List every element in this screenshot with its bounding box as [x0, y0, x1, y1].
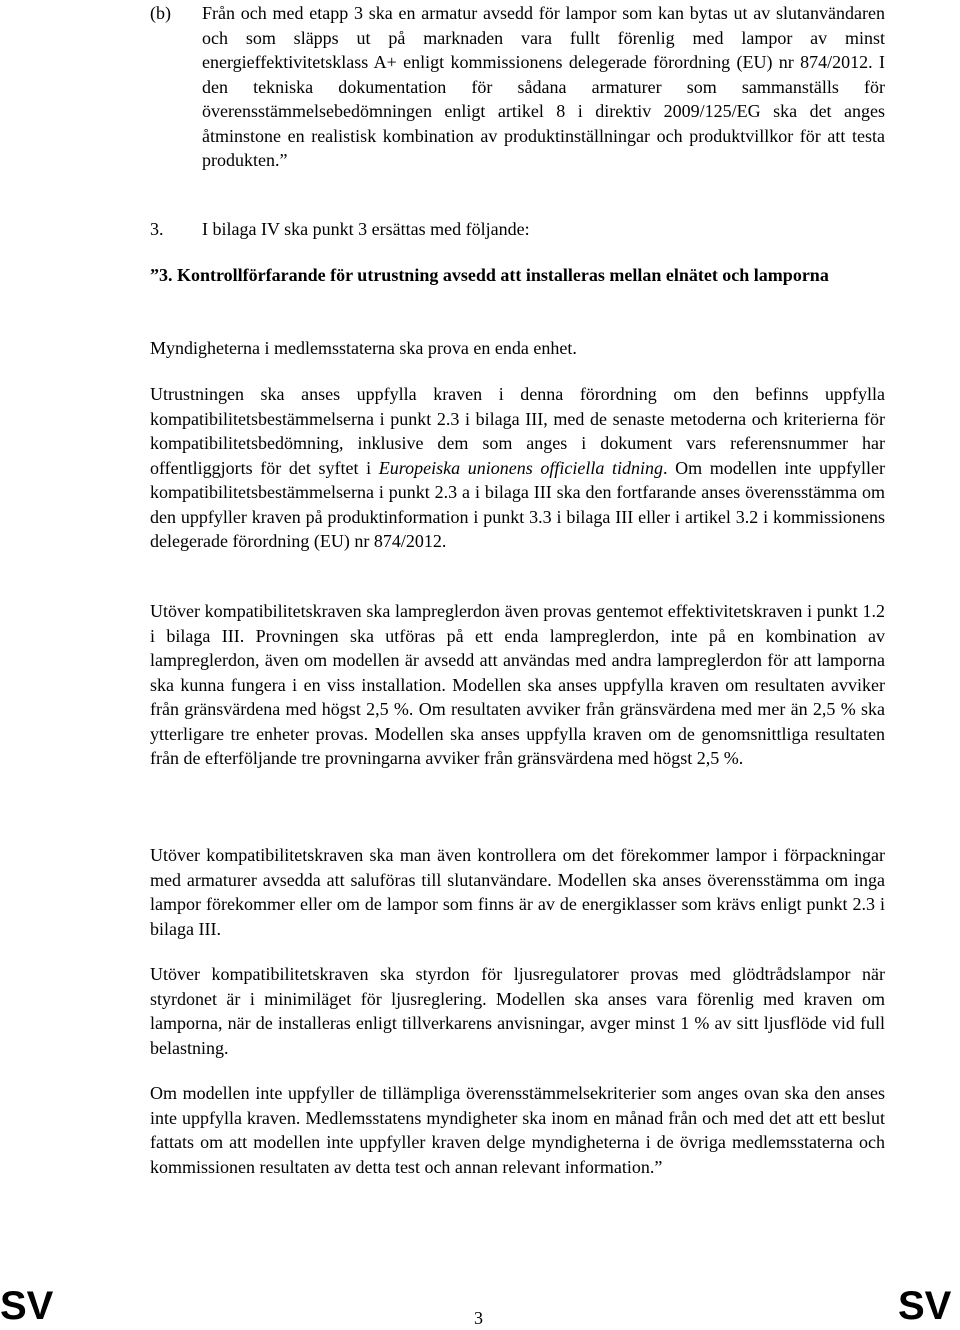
item-3-number: 3.	[150, 219, 164, 239]
paragraph-2	[150, 382, 885, 554]
item-b-paragraph: Från och med etapp 3 ska en armatur avsedd för lampor som kan bytas ut av slutanvändaren och som släpps ut på marknaden vara fullt förenlig med lampor av minst energieffektivitetsklass A+ enligt kommissionens delegerade förordning (EU) nr 874/2012. I den tekniska dokumentation för sådana armaturer som sammanställs för överensstämmelsebedömningen enligt artikel 8 i direktiv 2009/125/EG ska det anges åtminstone en realistisk kombination av produktinställningar och produktvillkor för att testa produkten.”	[202, 3, 885, 170]
paragraph-5: Utöver kompatibilitetskraven ska styrdon för ljusregulatorer provas med glödtrådslampor när styrdonet är i minimiläget för ljusreglering. Modellen ska anses vara förenlig med kraven om lamporna, när de installeras enligt tillverkarens anvisningar, avger minst 1 % av sitt ljusflöde vid full belastning.	[150, 964, 885, 1058]
paragraph-3: Utöver kompatibilitetskraven ska lampreglerdon även provas gentemot effektivitetskraven i punkt 1.2 i bilaga III. Provningen ska utföras på ett enda lampreglerdon, inte på en kombination av lampreglerdon, även om modellen är avsedd att användas med andra lampreglerdon för att lamporna ska kunna fungera i en viss installation. Modellen ska anses uppfylla kraven om resultaten avviker från gränsvärdena med högst 2,5 %. Om resultaten avviker från gränsvärdena med mer än 2,5 % ska ytterligare tre enheter provas. Modellen ska anses uppfylla kraven om de genomsnittliga resultaten från de efterföljande tre provningarna avviker från gränsvärdena med högst 2,5 %.	[150, 601, 885, 768]
oj-reference: Europeiska unionens officiella tidning	[378, 457, 663, 478]
paragraph-2-part-a: Utrustningen ska anses uppfylla kraven i denna förordning om den befinns uppfylla kompatibilitetsbestämmelserna i punkt 2.3 i bilaga III, med de senaste metoderna och kriterierna för kompatibilitetsbedömning, inklusive dem som anges i dokument vars referensnummer har offentliggjorts för det syftet i	[150, 384, 885, 478]
item-b-label: (b)	[150, 3, 171, 23]
item-3-text: I bilaga IV ska punkt 3 ersättas med följande:	[202, 219, 530, 239]
paragraph-6: Om modellen inte uppfyller de tillämpliga överensstämmelsekriterier som anges ovan ska den anses inte uppfylla kraven. Medlemsstatens myndigheter ska inom en månad från och med det att ett beslut fattats om att modellen inte uppfyller kraven delge myndigheterna i de övriga medlemsstaterna och kommissionen resultaten av detta test och annan relevant information.”	[150, 1083, 885, 1177]
section-heading: ”3. Kontrollförfarande för utrustning avsedd att installeras mellan elnätet och lamporna	[150, 265, 829, 285]
paragraph-4: Utöver kompatibilitetskraven ska man även kontrollera om det förekommer lampor i förpackningar med armaturer avsedda att saluföras till slutanvändare. Modellen ska anses överensstämma om inga lampor förekommer eller om de lampor som finns är av de energiklasser som krävs enligt punkt 2.3 i bilaga III.	[150, 845, 885, 939]
paragraph-2-part-b: . Om modellen inte uppfyller kompatibilitetsbestämmelserna i punkt 2.3 a i bilaga III ska den fortfarande anses överensstämma om den uppfyller kraven på produktinformation i punkt 3.3 i bilaga III eller i artikel 3.2 i kommissionens delegerade förordning (EU) nr 874/2012.	[150, 457, 885, 551]
paragraph-1: Myndigheterna i medlemsstaterna ska prova en enda enhet.	[150, 338, 577, 358]
footer-language-right: SV	[898, 1284, 952, 1328]
page-number: 3	[474, 1308, 483, 1328]
footer-language-left: SV	[0, 1284, 54, 1328]
